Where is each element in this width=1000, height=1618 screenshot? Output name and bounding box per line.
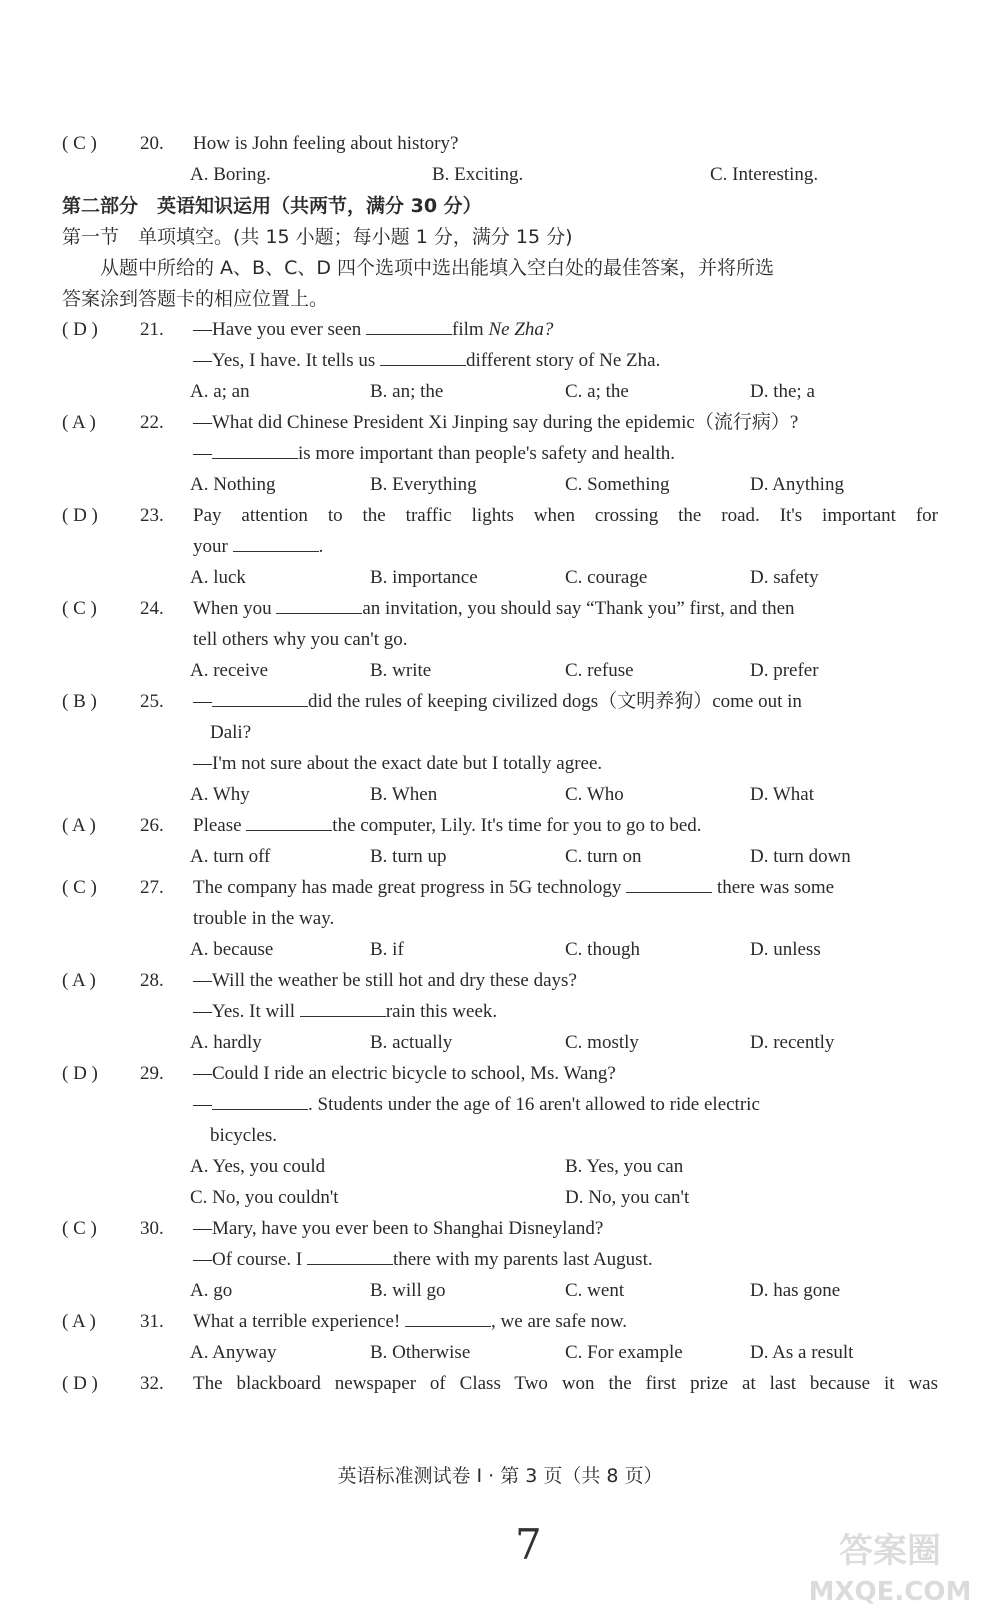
instructions-line-1 — [0, 252, 1000, 284]
answer-32: ( D ) — [62, 1373, 98, 1394]
instructions-line-2 — [0, 283, 1000, 315]
answer-31: ( A ) — [62, 1311, 96, 1332]
options-27 — [0, 934, 1000, 966]
question-number: 32. — [140, 1373, 164, 1394]
question-24 — [0, 593, 1000, 625]
question-text: How is John feeling about history? — [193, 133, 459, 154]
answer-blank — [300, 996, 386, 1017]
option-a: A. Boring. — [190, 164, 271, 185]
option-c: C. went — [565, 1280, 625, 1301]
question-text: — is more important than people's safety and health. — [193, 438, 938, 470]
options-23 — [0, 562, 1000, 594]
question-text: The company has made great progress in 5G technology there was some — [193, 872, 938, 904]
option-b: B. Exciting. — [432, 164, 524, 185]
option-a: A. a; an — [190, 381, 250, 402]
answer-30: ( C ) — [62, 1218, 97, 1239]
answer-26: ( A ) — [62, 815, 96, 836]
question-20 — [0, 128, 1000, 160]
question-text: tell others why you can't go. — [193, 629, 408, 650]
question-text: —Have you ever seen film Ne Zha? — [193, 314, 938, 346]
question-number: 31. — [140, 1311, 164, 1332]
question-29 — [0, 1058, 1000, 1090]
option-a: A. luck — [190, 567, 246, 588]
instructions-2: 答案涂到答题卡的相应位置上。 — [62, 288, 329, 310]
question-number: 26. — [140, 815, 164, 836]
option-a: A. because — [190, 939, 274, 960]
question-text: What a terrible experience! , we are safe now. — [193, 1306, 938, 1338]
question-28 — [0, 965, 1000, 997]
option-b: B. importance — [370, 567, 478, 588]
question-22-line-2 — [0, 438, 1000, 470]
answer-29: ( D ) — [62, 1063, 98, 1084]
option-d: D. recently — [750, 1032, 835, 1053]
answer-21: ( D ) — [62, 319, 98, 340]
answer-blank — [626, 872, 712, 893]
option-a: A. Yes, you could — [190, 1156, 326, 1177]
option-b: B. an; the — [370, 381, 444, 402]
question-25-line-2 — [0, 717, 1000, 749]
question-text: — . Students under the age of 16 aren't allowed to ride electric — [193, 1089, 938, 1121]
option-d: D. As a result — [750, 1342, 854, 1363]
option-d: D. turn down — [750, 846, 851, 867]
option-c: C. No, you couldn't — [190, 1187, 339, 1208]
option-d: D. prefer — [750, 660, 819, 681]
question-text: trouble in the way. — [193, 908, 335, 929]
options-21 — [0, 376, 1000, 408]
question-31 — [0, 1306, 1000, 1338]
option-b: B. will go — [370, 1280, 446, 1301]
option-d: D. safety — [750, 567, 819, 588]
question-23 — [0, 500, 1000, 532]
answer-23: ( D ) — [62, 505, 98, 526]
options-20 — [0, 159, 1000, 191]
question-text: —Yes, I have. It tells us different story of Ne Zha. — [193, 345, 938, 377]
option-d: D. No, you can't — [565, 1187, 690, 1208]
section1-heading: 第一节 单项填空。(共 15 小题；每小题 1 分，满分 15 分) — [62, 226, 573, 248]
question-number: 29. — [140, 1063, 164, 1084]
answer-blank — [276, 593, 362, 614]
option-a: A. hardly — [190, 1032, 262, 1053]
options-26 — [0, 841, 1000, 873]
answer-28: ( A ) — [62, 970, 96, 991]
answer-blank — [212, 686, 308, 707]
watermark-top: 答案圈 — [839, 1531, 941, 1571]
option-a: A. go — [190, 1280, 233, 1301]
option-c: C. mostly — [565, 1032, 639, 1053]
question-text: When you an invitation, you should say “Thank you” first, and then — [193, 593, 938, 625]
options-24 — [0, 655, 1000, 687]
option-c: C. For example — [565, 1342, 683, 1363]
part2-heading: 第二部分 英语知识运用（共两节，满分 30 分） — [62, 195, 482, 217]
question-number: 27. — [140, 877, 164, 898]
question-28-line-2 — [0, 996, 1000, 1028]
question-text: your . — [193, 531, 938, 563]
option-b: B. Everything — [370, 474, 477, 495]
option-c: C. courage — [565, 567, 648, 588]
question-number: 23. — [140, 505, 164, 526]
option-b: B. turn up — [370, 846, 447, 867]
part2-heading-line — [0, 190, 1000, 222]
answer-20: ( C ) — [62, 133, 97, 154]
answer-blank — [212, 1089, 308, 1110]
question-27-line-2 — [0, 903, 1000, 935]
option-c: C. though — [565, 939, 640, 960]
answer-blank — [212, 438, 298, 459]
question-25-line-3 — [0, 748, 1000, 780]
answer-blank — [307, 1244, 393, 1265]
question-text: Please the computer, Lily. It's time for you to go to bed. — [193, 810, 938, 842]
question-text: The blackboard newspaper of Class Two won the first prize at last because it was — [193, 1373, 938, 1394]
option-c: C. Who — [565, 784, 624, 805]
answer-22: ( A ) — [62, 412, 96, 433]
question-32 — [0, 1368, 1000, 1400]
question-text: —Yes. It will rain this week. — [193, 996, 938, 1028]
question-text: — did the rules of keeping civilized dogs（文明养狗）come out in — [193, 686, 938, 718]
option-a: A. Anyway — [190, 1342, 277, 1363]
option-d: D. What — [750, 784, 815, 805]
option-c: C. refuse — [565, 660, 634, 681]
question-26 — [0, 810, 1000, 842]
answer-25: ( B ) — [62, 691, 97, 712]
option-a: A. turn off — [190, 846, 271, 867]
options-31 — [0, 1337, 1000, 1369]
answer-blank — [366, 314, 452, 335]
question-text: Dali? — [210, 722, 252, 743]
question-text: Pay attention to the traffic lights when crossing the road. It's important for — [193, 505, 938, 526]
question-21-line-2 — [0, 345, 1000, 377]
option-a: A. Why — [190, 784, 250, 805]
question-text: —Mary, have you ever been to Shanghai Disneyland? — [193, 1218, 604, 1239]
question-30 — [0, 1213, 1000, 1245]
question-number: 30. — [140, 1218, 164, 1239]
options-22 — [0, 469, 1000, 501]
question-number: 24. — [140, 598, 164, 619]
option-a: A. receive — [190, 660, 269, 681]
option-c: C. Interesting. — [710, 164, 819, 185]
question-number: 25. — [140, 691, 164, 712]
options-30 — [0, 1275, 1000, 1307]
option-b: B. Yes, you can — [565, 1156, 684, 1177]
page-footer: 英语标准测试卷 I · 第 3 页（共 8 页） — [337, 1465, 663, 1487]
question-text: —What did Chinese President Xi Jinping say during the epidemic（流行病）? — [193, 412, 799, 433]
options-29-row-1 — [0, 1151, 1000, 1183]
question-text: bicycles. — [210, 1125, 278, 1146]
question-number: 21. — [140, 319, 164, 340]
question-number: 28. — [140, 970, 164, 991]
question-text: —I'm not sure about the exact date but I totally agree. — [193, 753, 603, 774]
question-23-line-2 — [0, 531, 1000, 563]
question-21 — [0, 314, 1000, 346]
options-25 — [0, 779, 1000, 811]
question-30-line-2 — [0, 1244, 1000, 1276]
answer-blank — [380, 345, 466, 366]
option-d: D. the; a — [750, 381, 815, 402]
answer-27: ( C ) — [62, 877, 97, 898]
question-29-line-3 — [0, 1120, 1000, 1152]
options-28 — [0, 1027, 1000, 1059]
option-d: D. Anything — [750, 474, 844, 495]
question-24-line-2 — [0, 624, 1000, 656]
option-d: D. unless — [750, 939, 821, 960]
option-b: B. Otherwise — [370, 1342, 471, 1363]
option-b: B. write — [370, 660, 432, 681]
question-number: 22. — [140, 412, 164, 433]
options-29-row-2 — [0, 1182, 1000, 1214]
question-22 — [0, 407, 1000, 439]
question-text: —Could I ride an electric bicycle to school, Ms. Wang? — [193, 1063, 616, 1084]
answer-blank — [246, 810, 332, 831]
instructions-1: 从题中所给的 A、B、C、D 四个选项中选出能填入空白处的最佳答案，并将所选 — [100, 257, 775, 279]
question-text: —Of course. I there with my parents last August. — [193, 1244, 938, 1276]
question-number: 20. — [140, 133, 164, 154]
handwritten-page-number: 7 — [515, 1520, 542, 1569]
section1-line — [0, 221, 1000, 253]
answer-blank — [233, 531, 319, 552]
option-b: B. if — [370, 939, 404, 960]
question-25 — [0, 686, 1000, 718]
question-text: —Will the weather be still hot and dry these days? — [193, 970, 577, 991]
question-27 — [0, 872, 1000, 904]
option-c: C. a; the — [565, 381, 629, 402]
option-b: B. actually — [370, 1032, 453, 1053]
watermark-bottom: MXQE.COM — [808, 1577, 972, 1607]
option-c: C. Something — [565, 474, 670, 495]
option-c: C. turn on — [565, 846, 642, 867]
question-29-line-2 — [0, 1089, 1000, 1121]
option-d: D. has gone — [750, 1280, 841, 1301]
answer-24: ( C ) — [62, 598, 97, 619]
answer-blank — [405, 1306, 491, 1327]
option-a: A. Nothing — [190, 474, 276, 495]
watermark-logo — [800, 1520, 980, 1610]
option-b: B. When — [370, 784, 438, 805]
